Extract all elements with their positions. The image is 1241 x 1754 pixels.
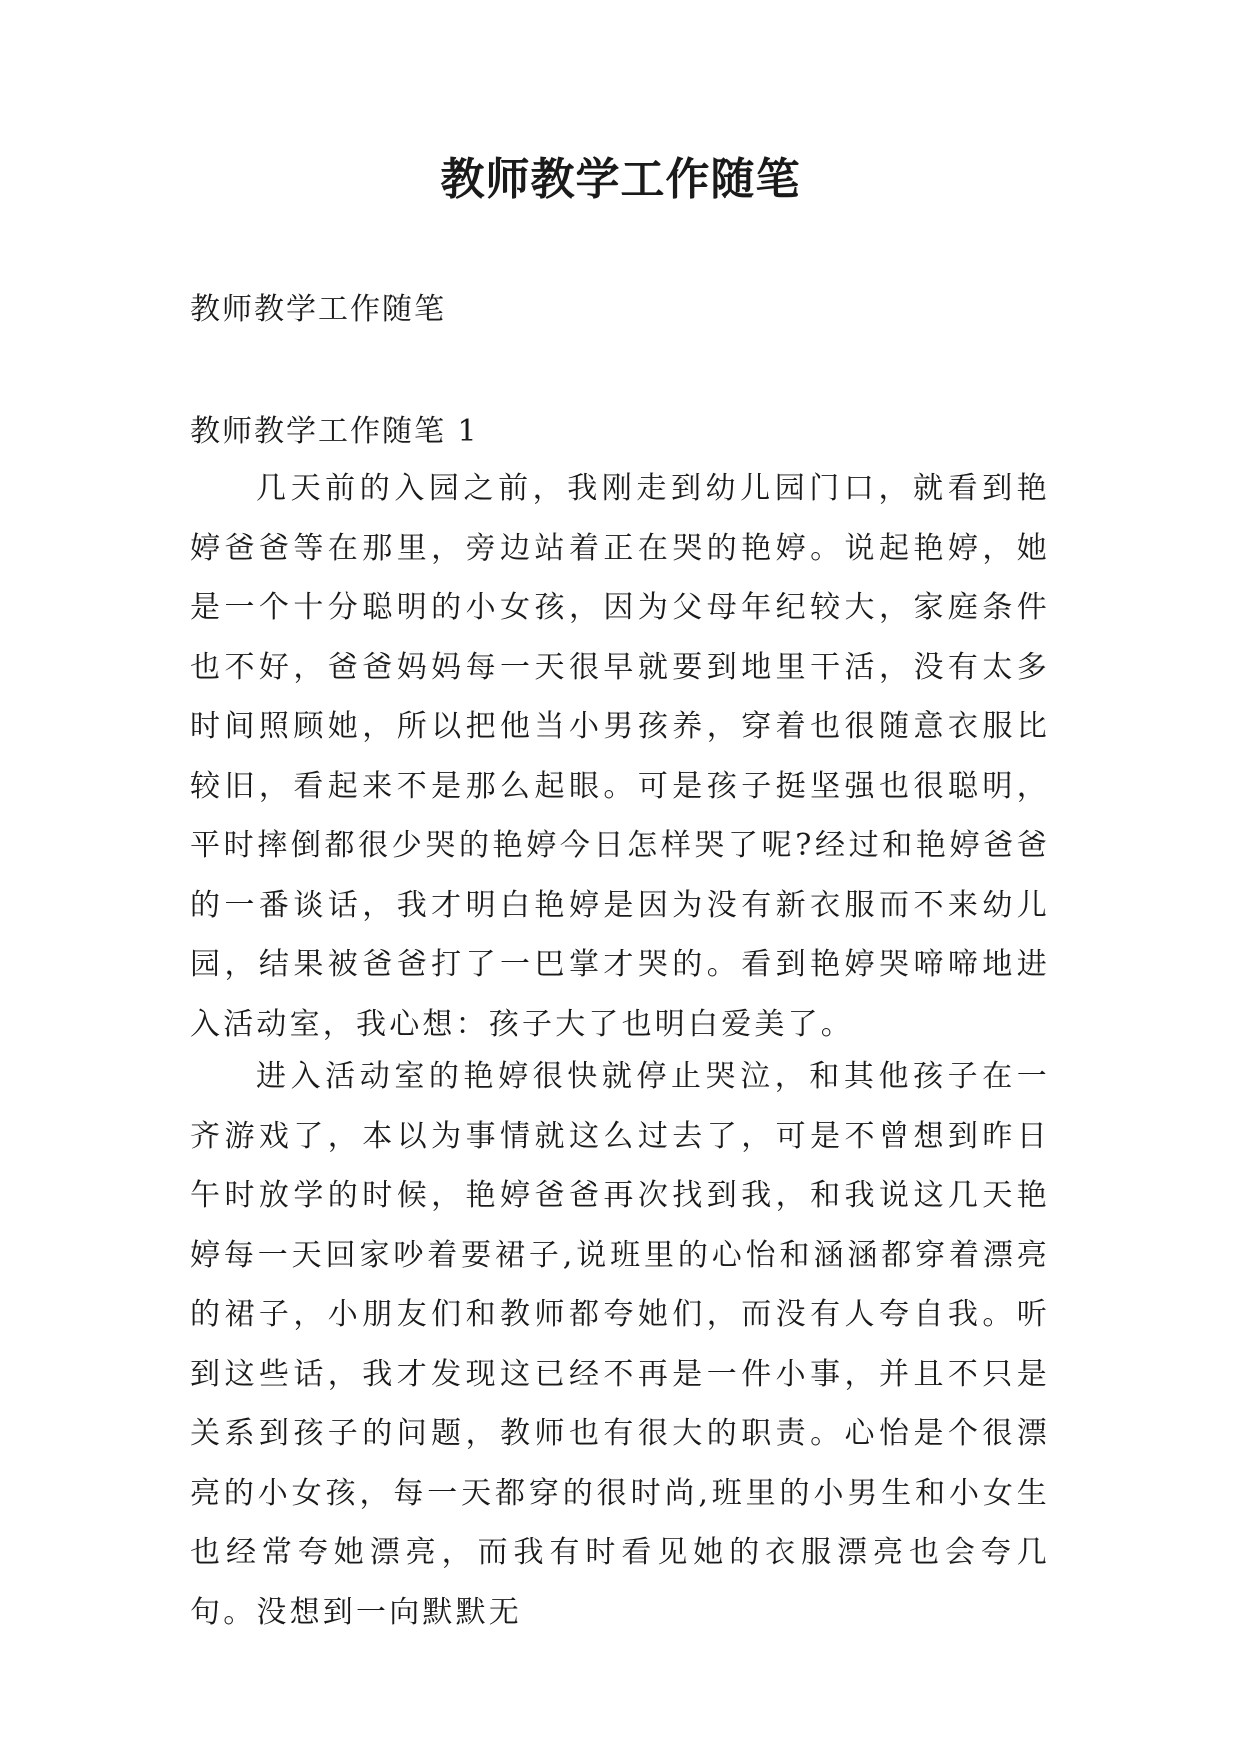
document-subtitle: 教师教学工作随笔 <box>190 292 446 327</box>
document-title: 教师教学工作随笔 <box>440 154 801 205</box>
paragraph: 进入活动室的艳婷很快就停止哭泣，和其他孩子在一齐游戏了，本以为事情就这么过去了，可是不曾想到昨日午时放学的时候，艳婷爸爸再次找到我，和我说这几天艳婷每一天回家吵着要裙子,说班里的心怡和涵涵都穿着漂亮的裙子，小朋友们和教师都夸她们，而没有人夸自我。听到这些话，我才发现这已经不再是一件小事，并且不只是关系到孩子的问题，教师也有很大的职责。心怡是个很漂亮的小女孩，每一天都穿的很时尚,班里的小男生和小女生也经常夸她漂亮，而我有时看见她的衣服漂亮也会夸几句。没想到一向默默无 <box>190 1059 1050 1630</box>
paragraph: 几天前的入园之前，我刚走到幼儿园门口，就看到艳婷爸爸等在那里，旁边站着正在哭的艳婷。说起艳婷，她是一个十分聪明的小女孩，因为父母年纪较大，家庭条件也不好，爸爸妈妈每一天很早就要到地里干活，没有太多时间照顾她，所以把他当小男孩养，穿着也很随意衣服比较旧，看起来不是那么起眼。可是孩子挺坚强也很聪明，平时摔倒都很少哭的艳婷今日怎样哭了呢?经过和艳婷爸爸的一番谈话，我才明白艳婷是因为没有新衣服而不来幼儿园，结果被爸爸打了一巴掌才哭的。看到艳婷哭啼啼地进入活动室，我心想：孩子大了也明白爱美了。 <box>190 471 1050 1042</box>
section-heading: 教师教学工作随笔 1 <box>190 414 479 449</box>
